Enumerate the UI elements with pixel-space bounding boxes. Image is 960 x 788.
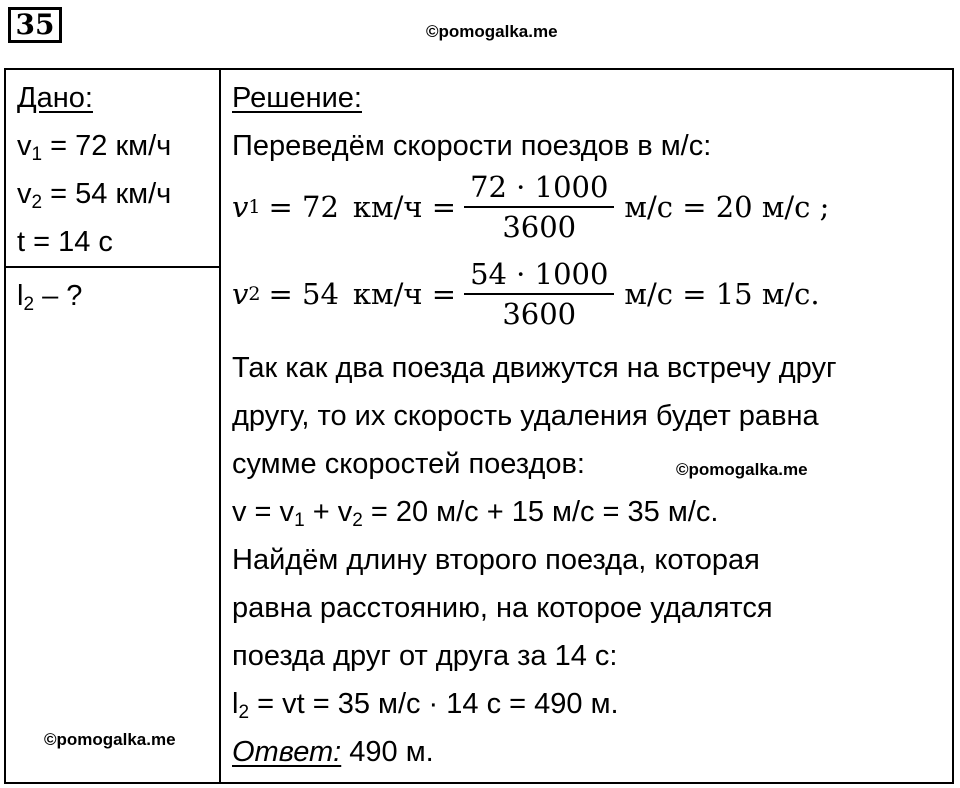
solution-heading: Решение: bbox=[232, 82, 362, 114]
watermark-top: ©pomogalka.me bbox=[426, 22, 558, 41]
answer-value: 490 м. bbox=[341, 736, 434, 768]
watermark-bottom: ©pomogalka.me bbox=[44, 730, 176, 749]
fraction-v2: $\frac{54 \cdot 1000}{3600}$ bbox=[464, 259, 614, 330]
watermark-middle: ©pomogalka.me bbox=[676, 460, 808, 479]
answer bbox=[232, 738, 434, 767]
given-heading: Дано: bbox=[17, 82, 93, 114]
column-divider bbox=[219, 68, 221, 784]
solution-line-6: поезда друг от друга за 14 с: bbox=[232, 640, 618, 672]
solution-line-3: сумме скоростей поездов: bbox=[232, 448, 585, 480]
find-l2: $l_2$ – ? bbox=[17, 280, 83, 315]
solution-line-5: равна расстоянию, на которое удалятся bbox=[232, 592, 773, 624]
equation-v1: v 1 = 72 км/ч = $\frac{72 \cdot 1000}{3600}$ м/с = 20 м/с ; bbox=[232, 170, 830, 245]
given-v1: $v_1 = 72$ км/ч bbox=[17, 130, 172, 165]
solution-line-4: Найдём длину второго поезда, которая bbox=[232, 544, 760, 576]
solution-line-2: другу, то их скорость удаления будет равна bbox=[232, 400, 819, 432]
given-v2: $v_2 = 54$ км/ч bbox=[17, 178, 172, 213]
sum-equation: $v = v_1 + v_2 = 20$ м/с + 15 м/с = 35 м/с. bbox=[232, 496, 719, 531]
given-find-divider bbox=[4, 266, 220, 268]
equation-v2: v 2 = 54 км/ч = $\frac{54 \cdot 1000}{3600}$ м/с = 15 м/с. bbox=[232, 257, 820, 332]
problem-number: 35 bbox=[8, 7, 62, 43]
solution-intro: Переведём скорости поездов в м/с: bbox=[232, 130, 712, 162]
answer-label: Ответ: bbox=[232, 736, 342, 768]
length-equation: $l_2$ = vt = 35 м/с · 14 с = 490 м. bbox=[232, 688, 619, 723]
solution-line-1: Так как два поезда движутся на встречу друг bbox=[232, 352, 837, 384]
fraction-v1: $\frac{72 \cdot 1000}{3600}$ bbox=[464, 172, 614, 243]
given-t: t = 14 с bbox=[17, 226, 113, 258]
